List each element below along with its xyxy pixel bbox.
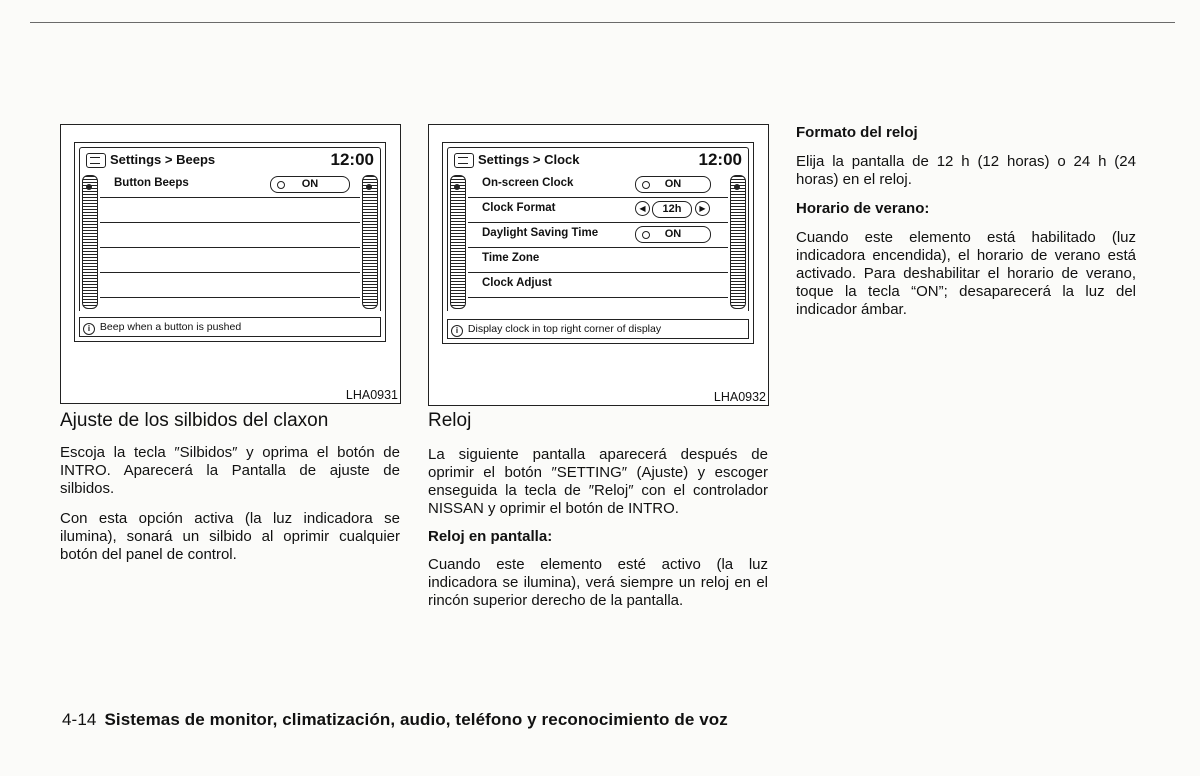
page-number: 4-14: [62, 710, 97, 729]
settings-list: [447, 173, 749, 311]
subheading: Horario de verano:: [796, 200, 930, 217]
setting-row-time-zone[interactable]: [468, 248, 728, 273]
figure-label: LHA0931: [345, 388, 398, 402]
setting-row[interactable]: [100, 173, 360, 198]
row-label: Time Zone: [482, 252, 540, 264]
info-icon: i: [83, 323, 95, 335]
paragraph: Escoja la tecla ″Silbidos″ y oprima el botón de INTRO. Aparecerá la Pantalla de ajuste de silbidos.: [60, 444, 400, 497]
section-heading-clock: Reloj: [428, 410, 472, 431]
screen-title-bar: [79, 147, 381, 174]
toggle-label: ON: [664, 178, 682, 190]
screen-clock: [442, 142, 754, 344]
setting-row: [100, 198, 360, 223]
paragraph: Con esta opción activa (la luz indicadora se ilumina), sonará un silbido al oprimir cualquier botón del panel de control.: [60, 510, 400, 563]
settings-list: [79, 173, 381, 311]
screen-clock: 12:00: [698, 150, 742, 169]
info-bar: [447, 319, 749, 339]
paragraph: La siguiente pantalla aparecerá después de oprimir el botón ″SETTING″ (Ajuste) y escoger enseguida la tecla de ″Reloj″ con el controlador NISSAN y oprimir el botón de INTRO.: [428, 446, 768, 517]
top-rule: [30, 22, 1175, 23]
paragraph: Cuando este elemento esté activo (la luz indicadora se ilumina), verá siempre un reloj en el rincón superior derecho de la pantalla.: [428, 556, 768, 609]
indicator-light-icon: [642, 181, 650, 189]
section-heading-beeps: Ajuste de los silbidos del claxon: [60, 410, 329, 431]
paragraph: Cuando este elemento está habilitado (luz indicadora encendida), el horario de verano está activado. Para deshabilitar el horario de verano, toque la tecla “ON”; desaparecerá la luz del indicador ámbar.: [796, 229, 1136, 318]
toggle-on-pill[interactable]: [270, 176, 350, 193]
figure-clock: [428, 124, 769, 406]
screen-title: Settings > Clock: [478, 152, 580, 167]
left-arrow-icon[interactable]: ◀: [635, 201, 650, 216]
setting-row-clock-adjust[interactable]: [468, 273, 728, 298]
row-label: Clock Adjust: [482, 277, 552, 289]
clock-format-value: 12h: [652, 201, 692, 218]
scroll-bar-right[interactable]: [362, 175, 378, 309]
info-bar: [79, 317, 381, 337]
setting-row-on-screen-clock[interactable]: [468, 173, 728, 198]
toggle-on-pill[interactable]: [635, 226, 711, 243]
settings-screen-icon: [86, 153, 106, 168]
row-label: Button Beeps: [114, 177, 189, 189]
screen-title: Settings > Beeps: [110, 152, 216, 167]
setting-row: [100, 248, 360, 273]
scroll-bar-left[interactable]: [450, 175, 466, 309]
setting-row: [100, 223, 360, 248]
setting-row-daylight-saving[interactable]: [468, 223, 728, 248]
page-footer: [62, 710, 728, 730]
toggle-label: ON: [301, 178, 319, 190]
info-text: Beep when a button is pushed: [99, 321, 242, 333]
subheading: Reloj en pantalla:: [428, 528, 553, 545]
chapter-title: Sistemas de monitor, climatización, audio, teléfono y reconocimiento de voz: [104, 710, 728, 729]
scroll-bar-right[interactable]: [730, 175, 746, 309]
setting-row-clock-format[interactable]: [468, 198, 728, 223]
indicator-light-icon: [642, 231, 650, 239]
subheading: Formato del reloj: [796, 124, 918, 141]
row-label: Daylight Saving Time: [482, 227, 599, 239]
screen-beeps: [74, 142, 386, 342]
setting-row: [100, 273, 360, 298]
row-label: On-screen Clock: [482, 177, 574, 189]
settings-screen-icon: [454, 153, 474, 168]
info-text: Display clock in top right corner of display: [467, 323, 662, 335]
info-icon: i: [451, 325, 463, 337]
figure-beeps: [60, 124, 401, 404]
figure-label: LHA0932: [713, 390, 766, 404]
paragraph: Elija la pantalla de 12 h (12 horas) o 24 h (24 horas) en el reloj.: [796, 153, 1136, 188]
toggle-on-pill[interactable]: [635, 176, 711, 193]
indicator-light-icon: [277, 181, 285, 189]
right-arrow-icon[interactable]: ▶: [695, 201, 710, 216]
screen-title-bar: [447, 147, 749, 174]
toggle-label: ON: [664, 228, 682, 240]
screen-clock: 12:00: [330, 150, 374, 169]
row-label: Clock Format: [482, 202, 556, 214]
scroll-bar-left[interactable]: [82, 175, 98, 309]
